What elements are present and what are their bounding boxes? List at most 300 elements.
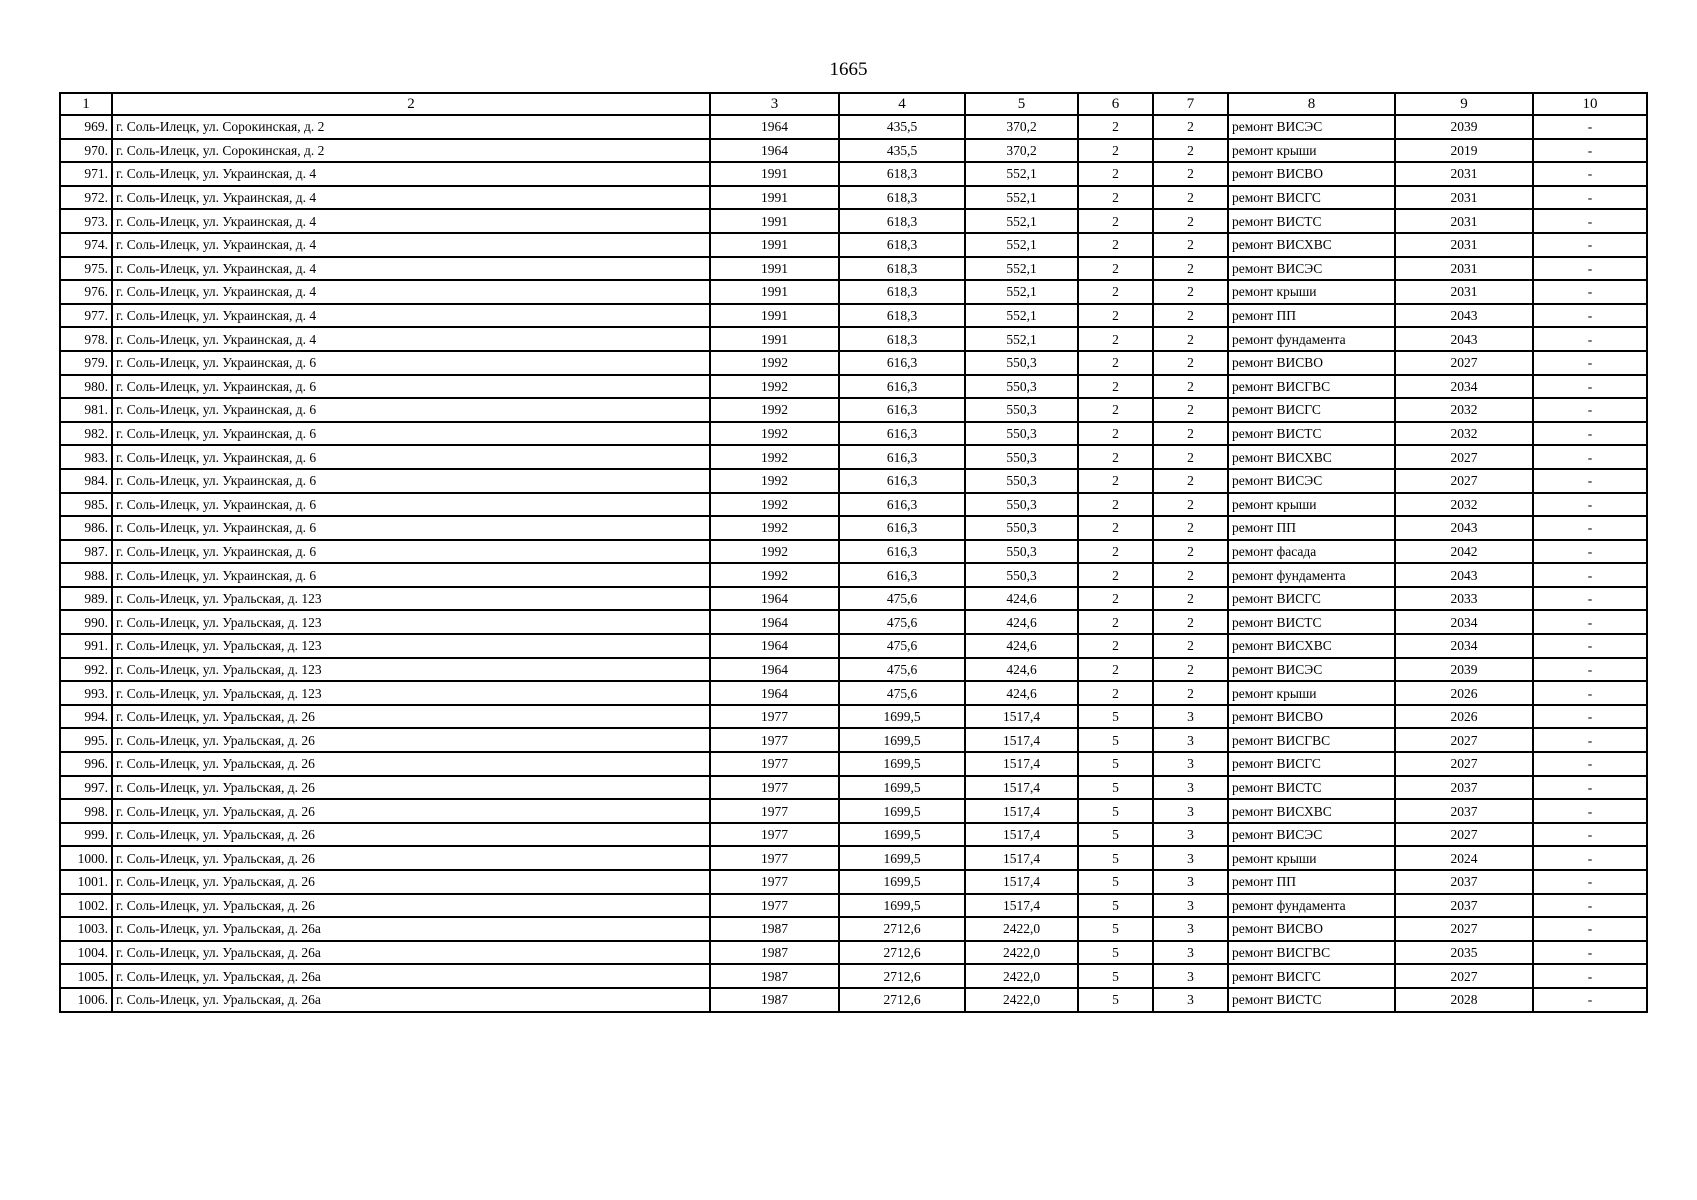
address-cell: г. Соль-Илецк, ул. Украинская, д. 6 <box>112 469 710 493</box>
planned-year-cell: 2031 <box>1395 233 1533 257</box>
planned-year-cell: 2034 <box>1395 610 1533 634</box>
floors-cell: 2 <box>1078 375 1153 399</box>
row-number-cell: 1005. <box>60 964 112 988</box>
table-row <box>60 445 1647 469</box>
entrances-cell: 3 <box>1153 917 1228 941</box>
row-number-cell: 1003. <box>60 917 112 941</box>
work-type-cell: ремонт ПП <box>1228 304 1395 328</box>
living-area-cell: 552,1 <box>965 280 1078 304</box>
row-number-cell: 1001. <box>60 870 112 894</box>
note-cell: - <box>1533 445 1647 469</box>
build-year-cell: 1977 <box>710 894 839 918</box>
note-cell: - <box>1533 162 1647 186</box>
build-year-cell: 1987 <box>710 964 839 988</box>
work-type-cell: ремонт ВИСХВС <box>1228 445 1395 469</box>
floors-cell: 2 <box>1078 186 1153 210</box>
row-number-cell: 994. <box>60 705 112 729</box>
work-type-cell: ремонт фундамента <box>1228 563 1395 587</box>
living-area-cell: 552,1 <box>965 162 1078 186</box>
note-cell: - <box>1533 846 1647 870</box>
row-number-cell: 1002. <box>60 894 112 918</box>
planned-year-cell: 2031 <box>1395 162 1533 186</box>
row-number-cell: 1006. <box>60 988 112 1012</box>
planned-year-cell: 2037 <box>1395 870 1533 894</box>
col-living-area-header: 5 <box>965 93 1078 115</box>
planned-year-cell: 2019 <box>1395 139 1533 163</box>
work-type-cell: ремонт крыши <box>1228 681 1395 705</box>
entrances-cell: 3 <box>1153 941 1228 965</box>
address-cell: г. Соль-Илецк, ул. Уральская, д. 123 <box>112 681 710 705</box>
table-row <box>60 493 1647 517</box>
total-area-cell: 616,3 <box>839 516 965 540</box>
address-cell: г. Соль-Илецк, ул. Уральская, д. 123 <box>112 658 710 682</box>
work-type-cell: ремонт крыши <box>1228 280 1395 304</box>
floors-cell: 2 <box>1078 351 1153 375</box>
work-type-cell: ремонт фундамента <box>1228 894 1395 918</box>
entrances-cell: 3 <box>1153 870 1228 894</box>
floors-cell: 2 <box>1078 304 1153 328</box>
table-row <box>60 209 1647 233</box>
living-area-cell: 1517,4 <box>965 870 1078 894</box>
note-cell: - <box>1533 776 1647 800</box>
note-cell: - <box>1533 115 1647 139</box>
build-year-cell: 1964 <box>710 634 839 658</box>
row-number-cell: 990. <box>60 610 112 634</box>
planned-year-cell: 2027 <box>1395 964 1533 988</box>
floors-cell: 2 <box>1078 233 1153 257</box>
table-row <box>60 870 1647 894</box>
table-row <box>60 139 1647 163</box>
build-year-cell: 1987 <box>710 917 839 941</box>
floors-cell: 2 <box>1078 162 1153 186</box>
living-area-cell: 550,3 <box>965 469 1078 493</box>
col-address-header: 2 <box>112 93 710 115</box>
living-area-cell: 552,1 <box>965 304 1078 328</box>
living-area-cell: 424,6 <box>965 610 1078 634</box>
total-area-cell: 616,3 <box>839 398 965 422</box>
row-number-cell: 995. <box>60 728 112 752</box>
entrances-cell: 2 <box>1153 493 1228 517</box>
floors-cell: 5 <box>1078 776 1153 800</box>
floors-cell: 2 <box>1078 469 1153 493</box>
build-year-cell: 1964 <box>710 681 839 705</box>
entrances-cell: 2 <box>1153 658 1228 682</box>
planned-year-cell: 2034 <box>1395 375 1533 399</box>
col-total-area-header: 4 <box>839 93 965 115</box>
planned-year-cell: 2027 <box>1395 917 1533 941</box>
total-area-cell: 2712,6 <box>839 988 965 1012</box>
address-cell: г. Соль-Илецк, ул. Уральская, д. 123 <box>112 610 710 634</box>
floors-cell: 2 <box>1078 115 1153 139</box>
build-year-cell: 1991 <box>710 280 839 304</box>
floors-cell: 2 <box>1078 422 1153 446</box>
planned-year-cell: 2027 <box>1395 469 1533 493</box>
entrances-cell: 3 <box>1153 894 1228 918</box>
total-area-cell: 616,3 <box>839 563 965 587</box>
header-row <box>60 93 1647 115</box>
address-cell: г. Соль-Илецк, ул. Уральская, д. 26а <box>112 964 710 988</box>
living-area-cell: 550,3 <box>965 375 1078 399</box>
entrances-cell: 2 <box>1153 540 1228 564</box>
planned-year-cell: 2031 <box>1395 280 1533 304</box>
build-year-cell: 1992 <box>710 516 839 540</box>
planned-year-cell: 2024 <box>1395 846 1533 870</box>
row-number-cell: 980. <box>60 375 112 399</box>
table-row <box>60 563 1647 587</box>
entrances-cell: 3 <box>1153 988 1228 1012</box>
address-cell: г. Соль-Илецк, ул. Украинская, д. 6 <box>112 563 710 587</box>
planned-year-cell: 2027 <box>1395 823 1533 847</box>
address-cell: г. Соль-Илецк, ул. Сорокинская, д. 2 <box>112 115 710 139</box>
work-type-cell: ремонт ВИСГС <box>1228 964 1395 988</box>
work-type-cell: ремонт ПП <box>1228 516 1395 540</box>
build-year-cell: 1987 <box>710 988 839 1012</box>
table-row <box>60 469 1647 493</box>
living-area-cell: 552,1 <box>965 233 1078 257</box>
entrances-cell: 2 <box>1153 587 1228 611</box>
table-row <box>60 941 1647 965</box>
row-number-cell: 987. <box>60 540 112 564</box>
note-cell: - <box>1533 351 1647 375</box>
note-cell: - <box>1533 469 1647 493</box>
floors-cell: 2 <box>1078 516 1153 540</box>
total-area-cell: 1699,5 <box>839 799 965 823</box>
row-number-cell: 974. <box>60 233 112 257</box>
total-area-cell: 618,3 <box>839 257 965 281</box>
total-area-cell: 618,3 <box>839 304 965 328</box>
row-number-cell: 1004. <box>60 941 112 965</box>
table-row <box>60 304 1647 328</box>
note-cell: - <box>1533 587 1647 611</box>
work-type-cell: ремонт ВИСГС <box>1228 186 1395 210</box>
address-cell: г. Соль-Илецк, ул. Уральская, д. 123 <box>112 587 710 611</box>
row-number-cell: 991. <box>60 634 112 658</box>
note-cell: - <box>1533 799 1647 823</box>
planned-year-cell: 2027 <box>1395 728 1533 752</box>
floors-cell: 5 <box>1078 823 1153 847</box>
living-area-cell: 2422,0 <box>965 917 1078 941</box>
col-note-header: 10 <box>1533 93 1647 115</box>
total-area-cell: 2712,6 <box>839 964 965 988</box>
planned-year-cell: 2037 <box>1395 894 1533 918</box>
table-row <box>60 398 1647 422</box>
table-row <box>60 681 1647 705</box>
entrances-cell: 2 <box>1153 304 1228 328</box>
total-area-cell: 1699,5 <box>839 728 965 752</box>
total-area-cell: 618,3 <box>839 280 965 304</box>
address-cell: г. Соль-Илецк, ул. Украинская, д. 6 <box>112 375 710 399</box>
address-cell: г. Соль-Илецк, ул. Сорокинская, д. 2 <box>112 139 710 163</box>
table-row <box>60 516 1647 540</box>
address-cell: г. Соль-Илецк, ул. Украинская, д. 4 <box>112 209 710 233</box>
entrances-cell: 2 <box>1153 634 1228 658</box>
address-cell: г. Соль-Илецк, ул. Уральская, д. 26 <box>112 846 710 870</box>
address-cell: г. Соль-Илецк, ул. Украинская, д. 4 <box>112 304 710 328</box>
build-year-cell: 1992 <box>710 469 839 493</box>
note-cell: - <box>1533 375 1647 399</box>
note-cell: - <box>1533 988 1647 1012</box>
work-type-cell: ремонт крыши <box>1228 139 1395 163</box>
page-number: 1665 <box>829 59 868 80</box>
entrances-cell: 2 <box>1153 351 1228 375</box>
work-type-cell: ремонт ВИСТС <box>1228 422 1395 446</box>
build-year-cell: 1977 <box>710 823 839 847</box>
planned-year-cell: 2043 <box>1395 304 1533 328</box>
work-type-cell: ремонт ВИСГВС <box>1228 375 1395 399</box>
living-area-cell: 550,3 <box>965 351 1078 375</box>
total-area-cell: 1699,5 <box>839 705 965 729</box>
total-area-cell: 475,6 <box>839 587 965 611</box>
address-cell: г. Соль-Илецк, ул. Уральская, д. 26 <box>112 728 710 752</box>
floors-cell: 5 <box>1078 728 1153 752</box>
table-row <box>60 280 1647 304</box>
floors-cell: 5 <box>1078 941 1153 965</box>
total-area-cell: 618,3 <box>839 233 965 257</box>
note-cell: - <box>1533 257 1647 281</box>
address-cell: г. Соль-Илецк, ул. Уральская, д. 26 <box>112 705 710 729</box>
build-year-cell: 1977 <box>710 870 839 894</box>
total-area-cell: 618,3 <box>839 186 965 210</box>
address-cell: г. Соль-Илецк, ул. Украинская, д. 6 <box>112 351 710 375</box>
entrances-cell: 2 <box>1153 233 1228 257</box>
address-cell: г. Соль-Илецк, ул. Украинская, д. 6 <box>112 540 710 564</box>
living-area-cell: 424,6 <box>965 634 1078 658</box>
note-cell: - <box>1533 681 1647 705</box>
note-cell: - <box>1533 563 1647 587</box>
address-cell: г. Соль-Илецк, ул. Украинская, д. 4 <box>112 186 710 210</box>
table-row <box>60 728 1647 752</box>
repair-register-table <box>59 92 1648 1013</box>
address-cell: г. Соль-Илецк, ул. Украинская, д. 6 <box>112 398 710 422</box>
row-number-cell: 999. <box>60 823 112 847</box>
address-cell: г. Соль-Илецк, ул. Уральская, д. 26 <box>112 894 710 918</box>
total-area-cell: 475,6 <box>839 658 965 682</box>
build-year-cell: 1964 <box>710 658 839 682</box>
build-year-cell: 1987 <box>710 941 839 965</box>
floors-cell: 2 <box>1078 139 1153 163</box>
note-cell: - <box>1533 280 1647 304</box>
living-area-cell: 424,6 <box>965 587 1078 611</box>
work-type-cell: ремонт ВИСВО <box>1228 162 1395 186</box>
table-row <box>60 610 1647 634</box>
work-type-cell: ремонт ПП <box>1228 870 1395 894</box>
living-area-cell: 552,1 <box>965 209 1078 233</box>
floors-cell: 2 <box>1078 398 1153 422</box>
total-area-cell: 435,5 <box>839 115 965 139</box>
living-area-cell: 1517,4 <box>965 894 1078 918</box>
work-type-cell: ремонт ВИСЭС <box>1228 115 1395 139</box>
table-row <box>60 964 1647 988</box>
entrances-cell: 2 <box>1153 257 1228 281</box>
row-number-cell: 979. <box>60 351 112 375</box>
planned-year-cell: 2042 <box>1395 540 1533 564</box>
row-number-cell: 984. <box>60 469 112 493</box>
planned-year-cell: 2028 <box>1395 988 1533 1012</box>
planned-year-cell: 2027 <box>1395 752 1533 776</box>
planned-year-cell: 2035 <box>1395 941 1533 965</box>
entrances-cell: 2 <box>1153 563 1228 587</box>
planned-year-cell: 2027 <box>1395 351 1533 375</box>
entrances-cell: 2 <box>1153 375 1228 399</box>
entrances-cell: 3 <box>1153 846 1228 870</box>
floors-cell: 2 <box>1078 681 1153 705</box>
living-area-cell: 552,1 <box>965 327 1078 351</box>
row-number-cell: 993. <box>60 681 112 705</box>
build-year-cell: 1991 <box>710 233 839 257</box>
living-area-cell: 370,2 <box>965 139 1078 163</box>
planned-year-cell: 2043 <box>1395 327 1533 351</box>
address-cell: г. Соль-Илецк, ул. Уральская, д. 26 <box>112 870 710 894</box>
work-type-cell: ремонт ВИСГС <box>1228 752 1395 776</box>
total-area-cell: 1699,5 <box>839 894 965 918</box>
work-type-cell: ремонт крыши <box>1228 846 1395 870</box>
total-area-cell: 616,3 <box>839 540 965 564</box>
floors-cell: 5 <box>1078 752 1153 776</box>
entrances-cell: 3 <box>1153 823 1228 847</box>
work-type-cell: ремонт ВИСЭС <box>1228 658 1395 682</box>
living-area-cell: 550,3 <box>965 516 1078 540</box>
living-area-cell: 550,3 <box>965 493 1078 517</box>
work-type-cell: ремонт ВИСГВС <box>1228 941 1395 965</box>
table-row <box>60 705 1647 729</box>
living-area-cell: 1517,4 <box>965 705 1078 729</box>
note-cell: - <box>1533 493 1647 517</box>
entrances-cell: 2 <box>1153 681 1228 705</box>
table-row <box>60 776 1647 800</box>
living-area-cell: 1517,4 <box>965 776 1078 800</box>
entrances-cell: 2 <box>1153 422 1228 446</box>
row-number-cell: 997. <box>60 776 112 800</box>
work-type-cell: ремонт ВИСГС <box>1228 398 1395 422</box>
living-area-cell: 552,1 <box>965 257 1078 281</box>
table-row <box>60 186 1647 210</box>
living-area-cell: 424,6 <box>965 658 1078 682</box>
work-type-cell: ремонт фундамента <box>1228 327 1395 351</box>
entrances-cell: 2 <box>1153 139 1228 163</box>
row-number-cell: 982. <box>60 422 112 446</box>
note-cell: - <box>1533 209 1647 233</box>
total-area-cell: 616,3 <box>839 351 965 375</box>
address-cell: г. Соль-Илецк, ул. Украинская, д. 4 <box>112 162 710 186</box>
total-area-cell: 1699,5 <box>839 776 965 800</box>
entrances-cell: 3 <box>1153 964 1228 988</box>
address-cell: г. Соль-Илецк, ул. Украинская, д. 6 <box>112 493 710 517</box>
total-area-cell: 616,3 <box>839 375 965 399</box>
entrances-cell: 2 <box>1153 610 1228 634</box>
table-row <box>60 634 1647 658</box>
work-type-cell: ремонт ВИСВО <box>1228 705 1395 729</box>
planned-year-cell: 2031 <box>1395 257 1533 281</box>
living-area-cell: 1517,4 <box>965 752 1078 776</box>
table-row <box>60 257 1647 281</box>
floors-cell: 2 <box>1078 327 1153 351</box>
build-year-cell: 1992 <box>710 375 839 399</box>
entrances-cell: 3 <box>1153 799 1228 823</box>
floors-cell: 5 <box>1078 917 1153 941</box>
total-area-cell: 475,6 <box>839 610 965 634</box>
table-row <box>60 587 1647 611</box>
address-cell: г. Соль-Илецк, ул. Уральская, д. 26а <box>112 917 710 941</box>
entrances-cell: 2 <box>1153 115 1228 139</box>
note-cell: - <box>1533 233 1647 257</box>
note-cell: - <box>1533 728 1647 752</box>
work-type-cell: ремонт ВИСТС <box>1228 209 1395 233</box>
address-cell: г. Соль-Илецк, ул. Украинская, д. 6 <box>112 445 710 469</box>
build-year-cell: 1991 <box>710 257 839 281</box>
table-row <box>60 988 1647 1012</box>
planned-year-cell: 2026 <box>1395 681 1533 705</box>
entrances-cell: 3 <box>1153 728 1228 752</box>
table-row <box>60 115 1647 139</box>
entrances-cell: 2 <box>1153 327 1228 351</box>
build-year-cell: 1992 <box>710 351 839 375</box>
address-cell: г. Соль-Илецк, ул. Уральская, д. 26а <box>112 941 710 965</box>
build-year-cell: 1991 <box>710 327 839 351</box>
address-cell: г. Соль-Илецк, ул. Украинская, д. 4 <box>112 233 710 257</box>
address-cell: г. Соль-Илецк, ул. Уральская, д. 26 <box>112 776 710 800</box>
living-area-cell: 550,3 <box>965 540 1078 564</box>
row-number-cell: 970. <box>60 139 112 163</box>
entrances-cell: 2 <box>1153 516 1228 540</box>
work-type-cell: ремонт ВИСГС <box>1228 587 1395 611</box>
address-cell: г. Соль-Илецк, ул. Уральская, д. 26 <box>112 799 710 823</box>
address-cell: г. Соль-Илецк, ул. Уральская, д. 26 <box>112 752 710 776</box>
table-row <box>60 351 1647 375</box>
floors-cell: 2 <box>1078 587 1153 611</box>
work-type-cell: ремонт ВИСХВС <box>1228 799 1395 823</box>
row-number-cell: 983. <box>60 445 112 469</box>
table-row <box>60 894 1647 918</box>
entrances-cell: 2 <box>1153 209 1228 233</box>
work-type-cell: ремонт ВИСЭС <box>1228 257 1395 281</box>
build-year-cell: 1991 <box>710 186 839 210</box>
col-floors-header: 6 <box>1078 93 1153 115</box>
table-row <box>60 162 1647 186</box>
row-number-cell: 969. <box>60 115 112 139</box>
planned-year-cell: 2037 <box>1395 799 1533 823</box>
build-year-cell: 1964 <box>710 587 839 611</box>
work-type-cell: ремонт ВИСТС <box>1228 776 1395 800</box>
row-number-cell: 972. <box>60 186 112 210</box>
living-area-cell: 2422,0 <box>965 941 1078 965</box>
row-number-cell: 977. <box>60 304 112 328</box>
address-cell: г. Соль-Илецк, ул. Украинская, д. 6 <box>112 422 710 446</box>
build-year-cell: 1977 <box>710 776 839 800</box>
build-year-cell: 1992 <box>710 563 839 587</box>
living-area-cell: 552,1 <box>965 186 1078 210</box>
row-number-cell: 975. <box>60 257 112 281</box>
floors-cell: 5 <box>1078 988 1153 1012</box>
table-row <box>60 658 1647 682</box>
floors-cell: 2 <box>1078 493 1153 517</box>
planned-year-cell: 2033 <box>1395 587 1533 611</box>
note-cell: - <box>1533 540 1647 564</box>
total-area-cell: 2712,6 <box>839 941 965 965</box>
note-cell: - <box>1533 139 1647 163</box>
floors-cell: 5 <box>1078 894 1153 918</box>
planned-year-cell: 2032 <box>1395 398 1533 422</box>
col-number-header: 1 <box>60 93 112 115</box>
note-cell: - <box>1533 186 1647 210</box>
living-area-cell: 550,3 <box>965 445 1078 469</box>
address-cell: г. Соль-Илецк, ул. Уральская, д. 123 <box>112 634 710 658</box>
floors-cell: 5 <box>1078 870 1153 894</box>
col-year-header: 3 <box>710 93 839 115</box>
work-type-cell: ремонт ВИСТС <box>1228 610 1395 634</box>
living-area-cell: 1517,4 <box>965 823 1078 847</box>
planned-year-cell: 2039 <box>1395 658 1533 682</box>
floors-cell: 2 <box>1078 658 1153 682</box>
